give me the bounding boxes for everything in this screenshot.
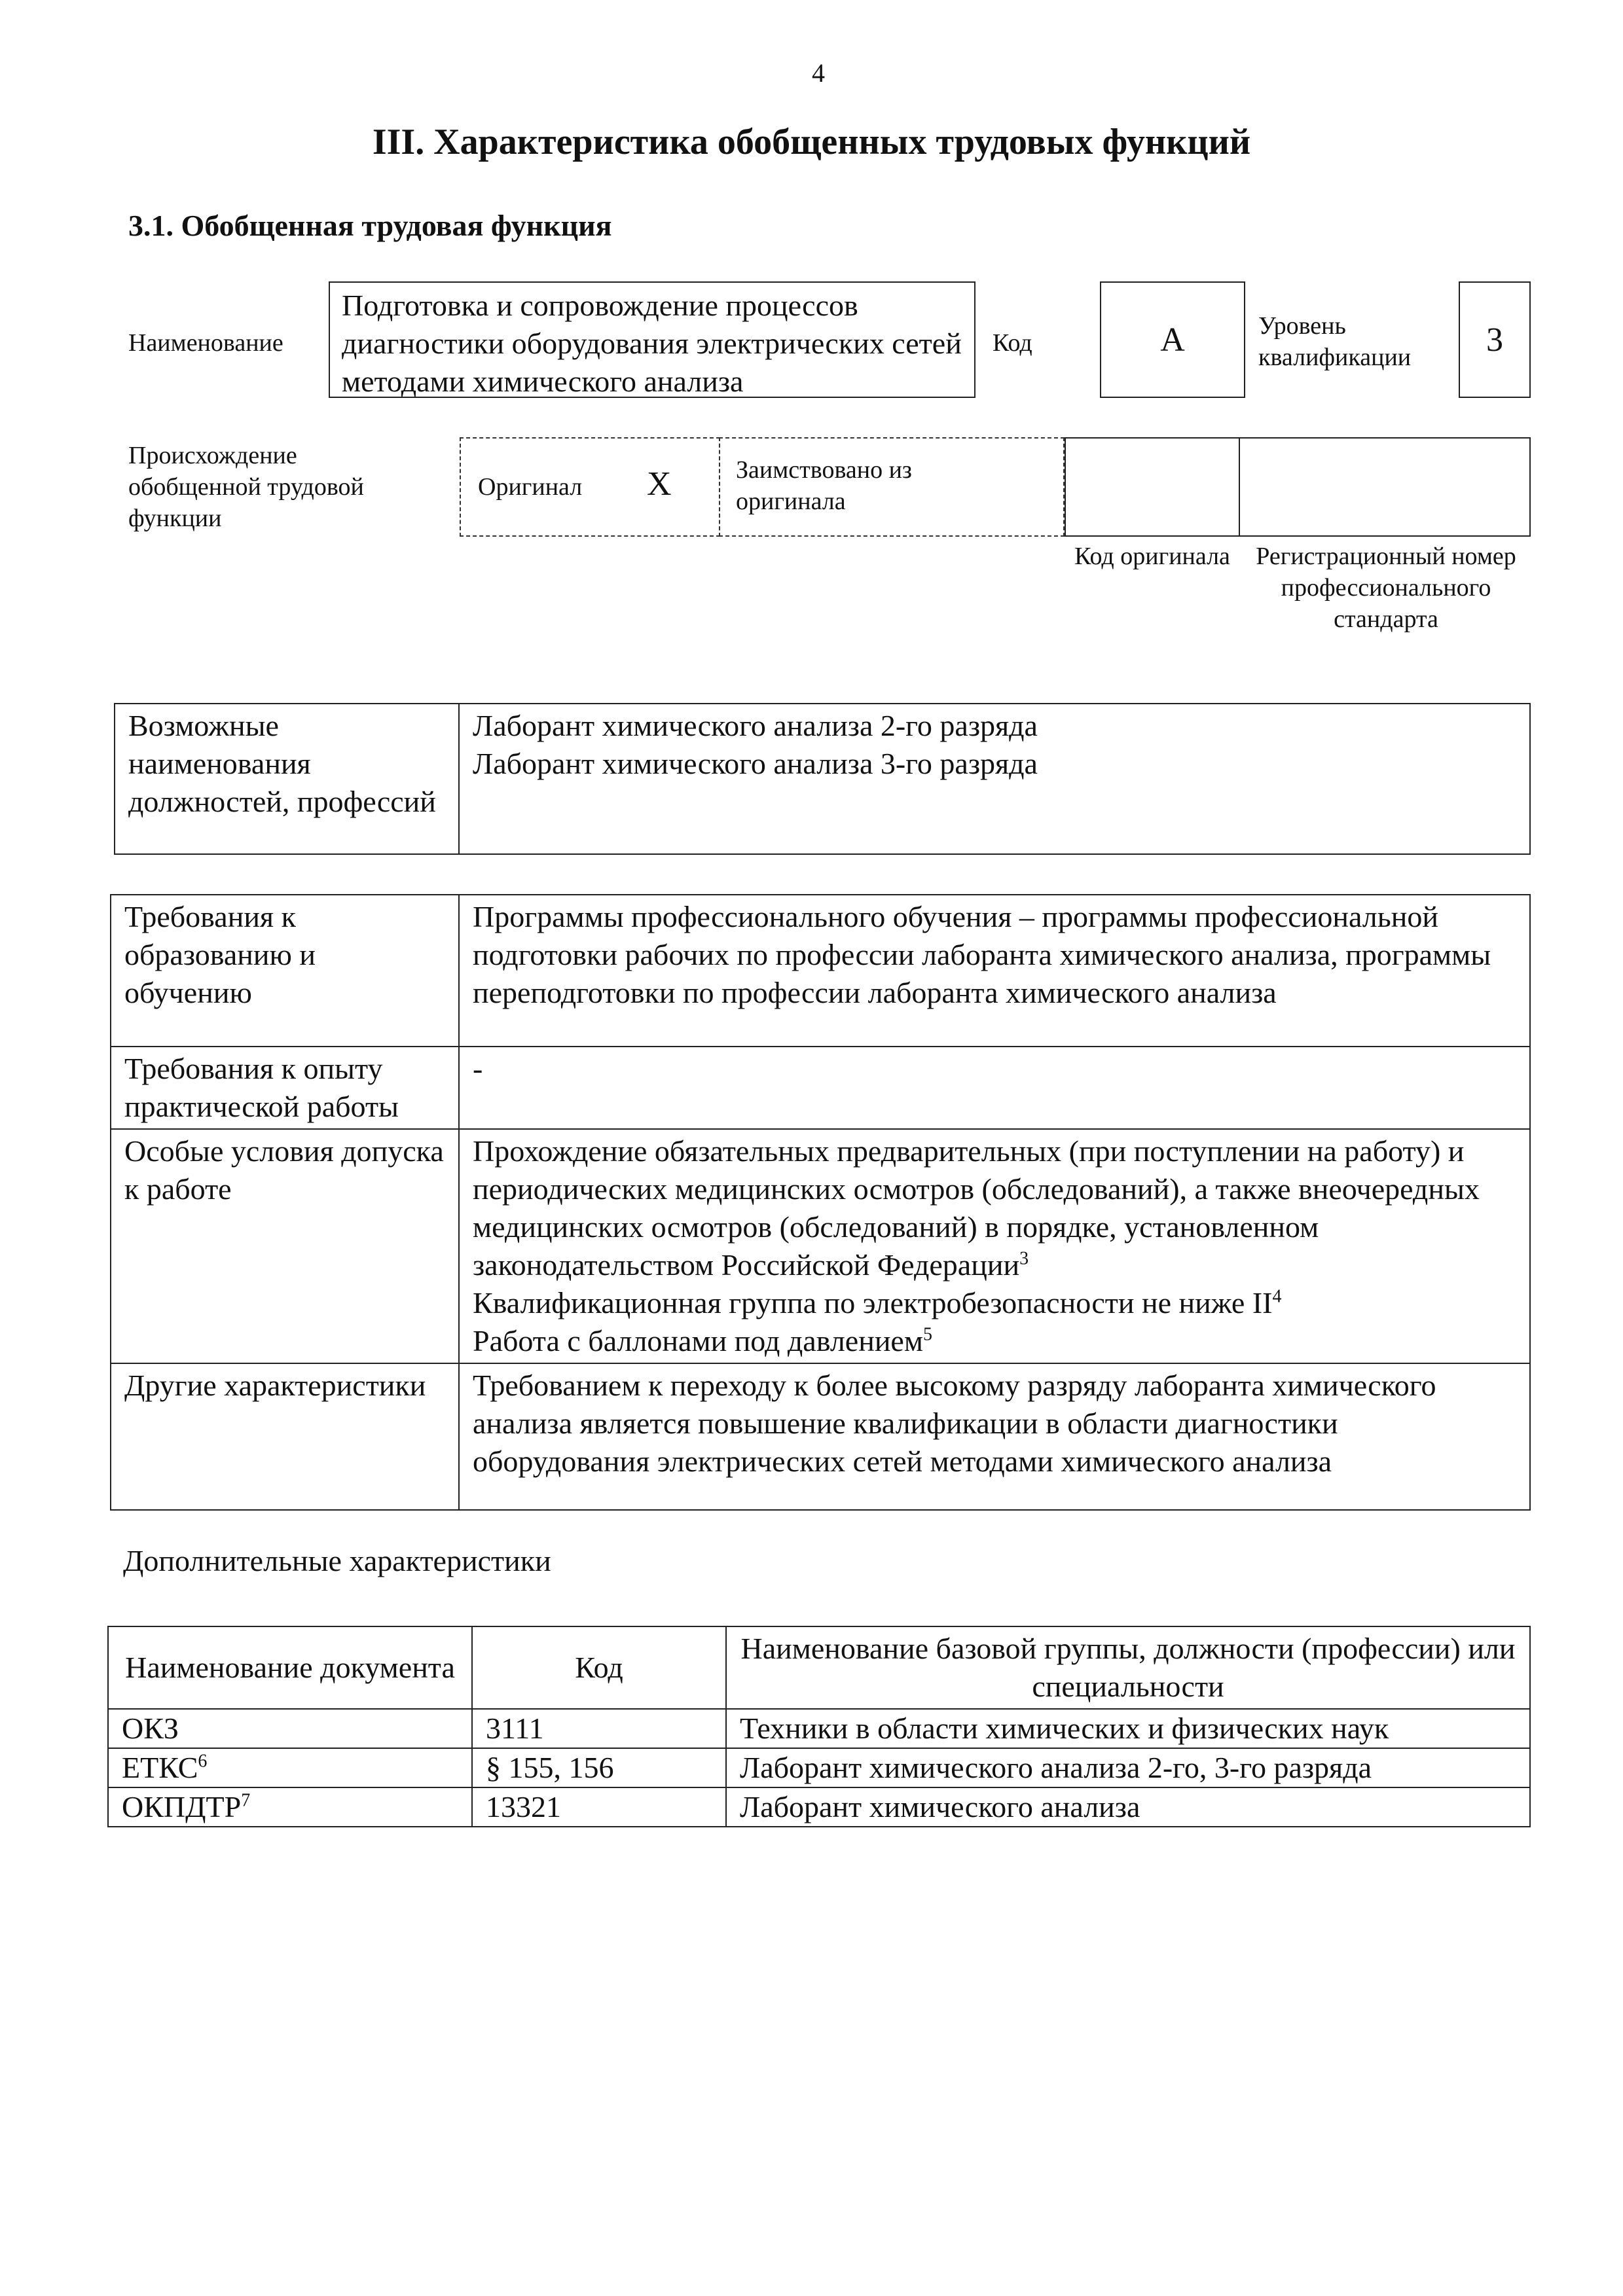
- additional-title: Дополнительные характеристики: [123, 1544, 551, 1577]
- name-label: Наименование: [128, 329, 283, 357]
- condition-line: Квалификационная группа по электробезопасности не ниже $II^4$: [473, 1286, 1282, 1319]
- positions-label: Возможные наименования должностей, профессий: [115, 704, 459, 854]
- footnote-ref: 4: [1272, 1286, 1282, 1307]
- page-number: 4: [812, 58, 825, 88]
- req-value-conditions: [459, 1129, 1530, 1363]
- row-code: 3111: [472, 1709, 726, 1748]
- additional-table: [107, 1626, 1531, 1827]
- positions-row: [115, 704, 1530, 854]
- code-value-box: [1100, 281, 1245, 398]
- level-value-box: [1459, 281, 1531, 398]
- section-title: III. Характеристика обобщенных трудовых функций: [372, 122, 1251, 162]
- code-value: A: [1160, 321, 1185, 359]
- req-value-education: Программы профессионального обучения – программы профессиональной подготовки рабочих по профессии лаборанта химического анализа, программы переподготовки по профессии лаборанта химического анализа: [459, 895, 1530, 1047]
- row-doc: ОКЗ: [108, 1709, 472, 1748]
- req-label-education: Требования к образованию и обучению: [111, 895, 459, 1047]
- row-doc: ОКПДТР$^7$: [108, 1787, 472, 1827]
- level-label: Уровень квалификации: [1258, 312, 1412, 371]
- row-code: 13321: [472, 1787, 726, 1827]
- original-cell: [460, 437, 720, 537]
- row-code: § 155, 156: [472, 1748, 726, 1787]
- req-row-education: [111, 895, 1530, 1047]
- origin-label: Происхождение обобщенной трудовой функции: [128, 442, 364, 532]
- additional-header-row: [108, 1626, 1530, 1709]
- header-name: Наименование базовой группы, должности (профессии) или специальности: [726, 1626, 1530, 1709]
- original-label: Оригинал: [478, 473, 583, 501]
- row-name: Лаборант химического анализа: [726, 1787, 1530, 1827]
- code-label: Код: [993, 329, 1032, 357]
- table-row: [108, 1787, 1530, 1827]
- req-label-other: Другие характеристики: [111, 1363, 459, 1510]
- req-row-conditions: [111, 1129, 1530, 1363]
- row-name: Техники в области химических и физических наук: [726, 1709, 1530, 1748]
- condition-line: Прохождение обязательных предварительных (при поступлении на работу) и периодических медицинских осмотров (обследований), а также внеочередных медицинских осмотров (обследований) в порядке, установленном законодательством Российской Федерации$^3$: [473, 1134, 1480, 1282]
- req-row-experience: [111, 1047, 1530, 1129]
- header-doc: Наименование документа: [108, 1626, 472, 1709]
- req-label-conditions: Особые условия допуска к работе: [111, 1129, 459, 1363]
- req-value-experience: -: [459, 1047, 1530, 1129]
- subsection-title: 3.1. Обобщенная трудовая функция: [128, 209, 612, 242]
- reg-number-box: [1239, 437, 1531, 537]
- footnote-ref: 3: [1019, 1248, 1029, 1269]
- name-value-box: [329, 281, 976, 398]
- table-row: [108, 1709, 1530, 1748]
- borrowed-label: Заимствовано из оригинала: [736, 456, 912, 515]
- req-row-other: [111, 1363, 1530, 1510]
- footnote-ref: 5: [922, 1324, 932, 1345]
- condition-line: Работа с баллонами под давлением$^5$: [473, 1324, 932, 1357]
- level-value: 3: [1486, 321, 1503, 359]
- footnote-ref: 7: [241, 1790, 251, 1811]
- req-value-other: Требованием к переходу к более высокому разряду лаборанта химического анализа является повышение квалификации в области диагностики оборудования электрических сетей методами химического анализа: [459, 1363, 1530, 1510]
- footnote-ref: 6: [198, 1751, 208, 1772]
- header-code: Код: [472, 1626, 726, 1709]
- origin-code-box: [1065, 437, 1240, 537]
- name-value: Подготовка и сопровождение процессов диагностики оборудования электрических сетей методами химического анализа: [342, 289, 962, 398]
- table-row: [108, 1748, 1530, 1787]
- positions-table: [114, 703, 1531, 855]
- code-caption: Код оригинала: [1074, 543, 1230, 570]
- requirements-table: [110, 894, 1531, 1511]
- original-mark: X: [647, 465, 672, 503]
- borrowed-cell: [719, 437, 1065, 537]
- req-label-experience: Требования к опыту практической работы: [111, 1047, 459, 1129]
- positions-values: [459, 704, 1530, 854]
- row-name: Лаборант химического анализа 2-го, 3-го разряда: [726, 1748, 1530, 1787]
- row-doc: ЕТКС$^6$: [108, 1748, 472, 1787]
- reg-caption: Регистрационный номер профессионального стандарта: [1256, 543, 1516, 633]
- position-item: Лаборант химического анализа 3-го разряда: [473, 747, 1038, 780]
- position-item: Лаборант химического анализа 2-го разряда: [473, 709, 1038, 742]
